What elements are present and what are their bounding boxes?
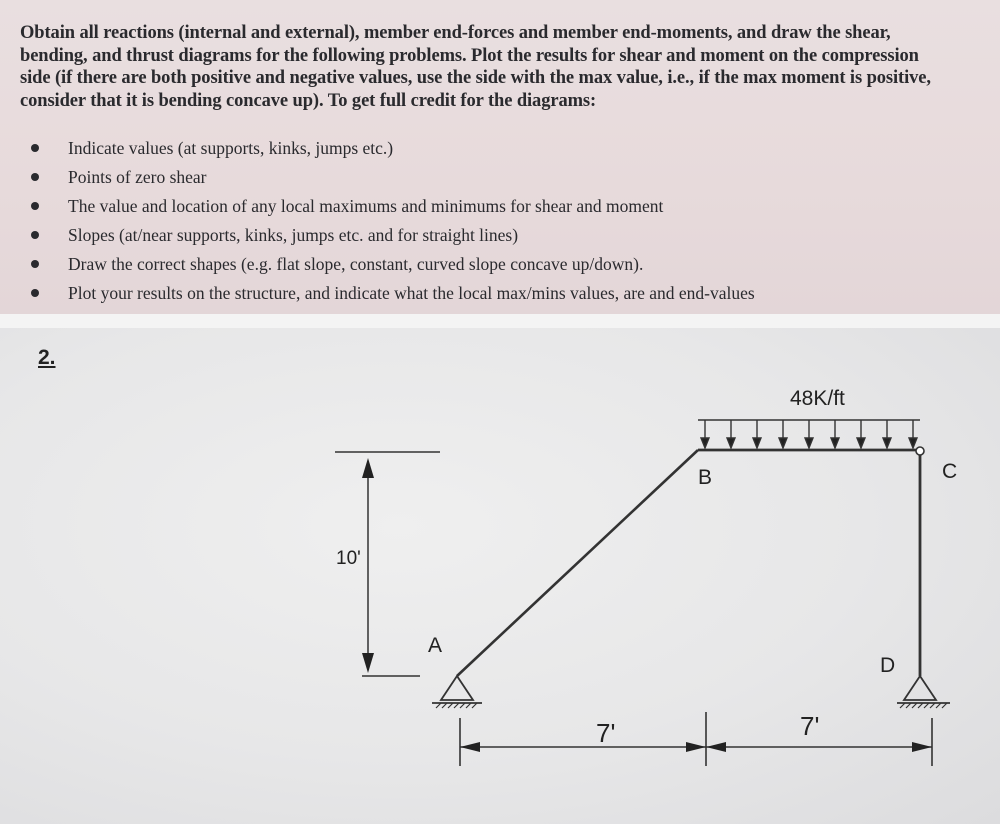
arrow-up-icon: [362, 458, 374, 478]
requirement-text: Indicate values (at supports, kinks, jumps etc.): [68, 138, 394, 158]
point-a-label: A: [428, 634, 443, 657]
span-right-label: 7': [800, 711, 820, 741]
arrow-left-icon: [460, 742, 480, 752]
frame-members: [457, 450, 920, 676]
requirement-text: Points of zero shear: [68, 167, 207, 187]
member-ab: [457, 450, 698, 676]
problem-number: 2.: [38, 346, 56, 369]
arrow-down-icon: [362, 653, 374, 673]
hinge-icon: [916, 447, 924, 455]
height-label: 10': [336, 548, 361, 569]
pin-support-a-icon: [432, 676, 482, 708]
load-arrows: [701, 420, 917, 448]
arrow-left-icon: [706, 742, 726, 752]
point-c-label: C: [942, 460, 958, 483]
pin-support-d-icon: [897, 676, 950, 708]
arrow-right-icon: [912, 742, 932, 752]
span-dimensions: [460, 712, 932, 766]
distributed-load: [698, 420, 920, 448]
instructions-intro: Obtain all reactions (internal and external), member end-forces and member end-moments, and draw the shear, bending, and thrust diagrams for the following problems. Plot the results for shear and moment on the compression side (if there are both positive and negative values, use the side with the max value, i.e., if the max moment is positive, consider that it is bending concave up). To get full credit for the diagrams:: [20, 23, 931, 111]
requirement-text: Plot your results on the structure, and indicate what the local max/mins values, are and end-values: [68, 283, 755, 303]
span-left-label: 7': [596, 718, 616, 748]
point-b-label: B: [698, 466, 713, 489]
requirement-text: Draw the correct shapes (e.g. flat slope, constant, curved slope concave up/down).: [68, 254, 644, 274]
load-label: 48K/ft: [790, 387, 845, 410]
arrow-right-icon: [686, 742, 706, 752]
requirement-text: The value and location of any local maximums and minimums for shear and moment: [68, 196, 664, 216]
requirement-text: Slopes (at/near supports, kinks, jumps etc. and for straight lines): [68, 225, 519, 245]
point-d-label: D: [880, 654, 896, 677]
